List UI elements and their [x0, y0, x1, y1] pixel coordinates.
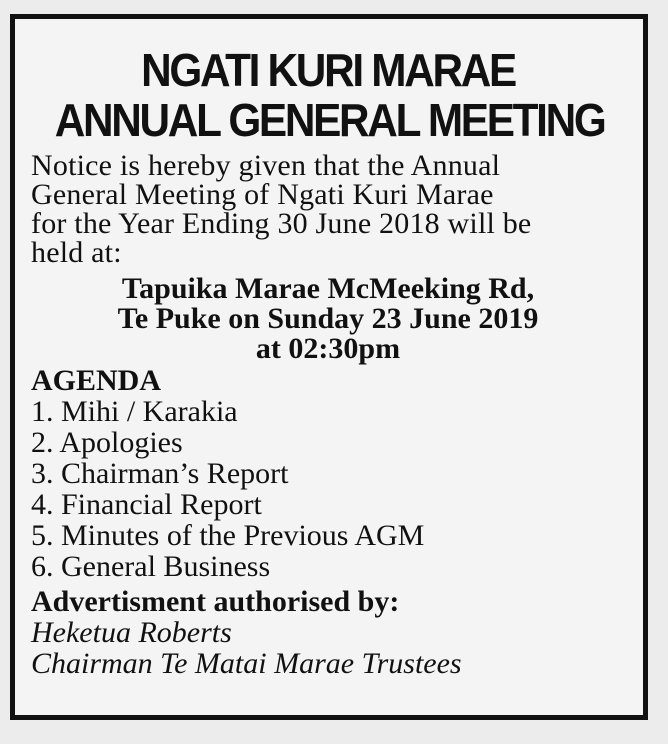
meeting-notice: [10, 14, 648, 720]
agenda-item: 2. Apologies: [31, 426, 183, 459]
signer-name: Heketua Roberts: [31, 616, 232, 649]
venue-line: Te Puke on Sunday 23 June 2019: [117, 302, 539, 335]
agenda-item: 4. Financial Report: [31, 488, 262, 521]
intro-line: Notice is hereby given that the Annual: [31, 149, 501, 182]
authorised-by-heading: Advertisment authorised by:: [31, 585, 400, 618]
agenda-heading: AGENDA: [31, 364, 162, 397]
intro-line: held at:: [31, 236, 122, 269]
notice-title-line-2: ANNUAL GENERAL MEETING: [54, 94, 605, 146]
venue-line: Tapuika Marae McMeeking Rd,: [121, 272, 535, 305]
agenda-item: 5. Minutes of the Previous AGM: [31, 519, 425, 552]
intro-line: General Meeting of Ngati Kuri Marae: [31, 178, 494, 211]
agenda-item: 1. Mihi / Karakia: [31, 395, 238, 428]
agenda-item: 6. General Business: [31, 550, 271, 583]
venue-block: [31, 274, 625, 364]
signer-title: Chairman Te Matai Marae Trustees: [31, 647, 462, 680]
intro-paragraph: [31, 151, 625, 267]
venue-line: at 02:30pm: [255, 332, 401, 365]
notice-title-line-1: NGATI KURI MARAE: [141, 44, 515, 96]
intro-line: for the Year Ending 30 June 2018 will be: [31, 207, 532, 240]
agenda-list: [31, 396, 625, 582]
agenda-item: 3. Chairman’s Report: [31, 457, 289, 490]
